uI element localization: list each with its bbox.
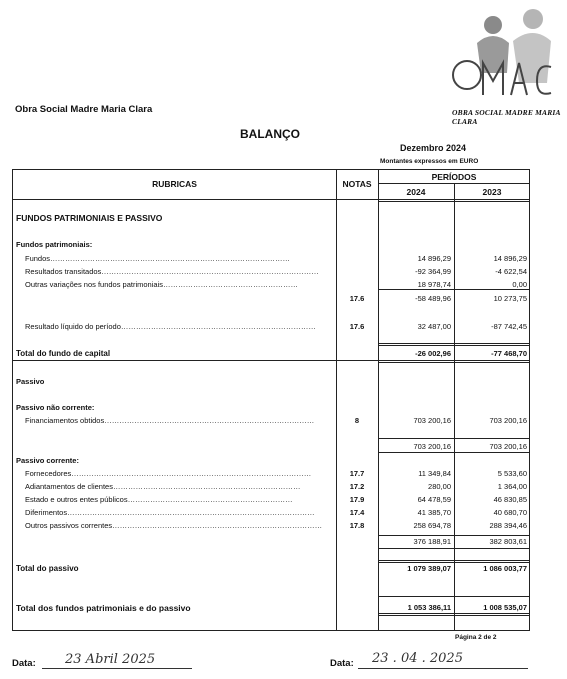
pnc-note: 8	[354, 416, 360, 425]
page-number: Página 2 de 2	[455, 634, 497, 641]
pc-row-value-2024: 258 694,78	[413, 521, 451, 530]
total-capital-2023: -77 468,70	[491, 349, 527, 358]
fp-subtotal-note: 17.6	[349, 294, 365, 303]
fp-row-value-2023: 14 896,29	[493, 254, 527, 263]
date-label-left: Data:	[12, 658, 36, 669]
fp-heading: Fundos patrimoniais:	[16, 240, 93, 249]
pc-row-value-2023: 46 830,85	[493, 495, 527, 504]
total-geral-2024: 1 053 386,11	[407, 603, 451, 612]
document-title: BALANÇO	[240, 127, 300, 141]
pc-row-note: 17.9	[349, 495, 365, 504]
fp-row-value-2023: -4 622,54	[495, 267, 527, 276]
pc-row-note: 17.8	[349, 521, 365, 530]
pc-row-label: Outros passivos correntes…………………………………………………………………………	[25, 521, 323, 530]
total-capital-2024: -26 002,96	[415, 349, 451, 358]
logo-graphic	[447, 3, 565, 107]
pc-row-note: 17.4	[349, 508, 365, 517]
handwritten-date-right: 23 . 04 . 2025	[372, 651, 463, 666]
pc-row-label: Diferimentos………………………………………………………………………………………	[25, 508, 315, 517]
logo-caption: OBRA SOCIAL MADRE MARIA CLARA	[452, 108, 561, 126]
pc-row-label: Estado e outros entes públicos…………………………………………………………	[25, 495, 293, 504]
balance-table	[12, 169, 530, 631]
handwritten-date-left: 23 Abril 2025	[65, 652, 156, 667]
pc-row-label: Adiantamentos de clientes…………………………………………………………………	[25, 482, 301, 491]
pnc-value-2024: 703 200,16	[413, 416, 451, 425]
header-periodos: PERÍODOS	[431, 172, 477, 182]
organization-name: Obra Social Madre Maria Clara	[15, 104, 153, 115]
fp-row-label: Resultados transitados……………………………………………………………………………	[25, 267, 319, 276]
currency-note: Montantes expressos em EURO	[380, 158, 479, 165]
total-passivo-label: Total do passivo	[16, 564, 79, 573]
pc-subtotal-2023: 382 803,61	[489, 537, 527, 546]
rl-note: 17.6	[349, 322, 365, 331]
rl-value-2024: 32 487,00	[417, 322, 451, 331]
header-year-2024: 2024	[406, 187, 426, 197]
pnc-value-2023: 703 200,16	[489, 416, 527, 425]
pc-row-value-2023: 5 533,60	[497, 469, 527, 478]
fp-row-value-2023: 0,00	[512, 280, 527, 289]
fp-subtotal-2023: 10 273,75	[493, 294, 527, 303]
pnc-heading: Passivo não corrente:	[16, 403, 95, 412]
pc-row-note: 17.7	[349, 469, 365, 478]
pnc-subtotal-2023: 703 200,16	[489, 442, 527, 451]
pnc-subtotal-2024: 703 200,16	[413, 442, 451, 451]
section-title: FUNDOS PATRIMONIAIS E PASSIVO	[16, 213, 163, 223]
pc-row-value-2024: 280,00	[428, 482, 451, 491]
passivo-heading: Passivo	[16, 377, 45, 386]
pc-row-value-2024: 11 349,84	[418, 469, 451, 478]
pc-row-value-2024: 41 385,70	[417, 508, 451, 517]
total-passivo-2024: 1 079 389,07	[407, 564, 451, 573]
total-capital-label: Total do fundo de capital	[16, 349, 111, 358]
logo	[447, 3, 565, 107]
rl-label: Resultado líquido do período……………………………………………………………………	[25, 322, 316, 331]
fp-row-value-2024: 18 978,74	[417, 280, 451, 289]
fp-row-value-2024: 14 896,29	[417, 254, 451, 263]
rl-value-2023: -87 742,45	[491, 322, 527, 331]
total-geral-2023: 1 008 535,07	[483, 603, 527, 612]
fp-row-label: Outras variações nos fundos patrimoniais………………………………………………	[25, 280, 298, 289]
fp-row-value-2024: -92 364,99	[415, 267, 451, 276]
pc-row-note: 17.2	[349, 482, 365, 491]
pc-subtotal-2024: 376 188,91	[413, 537, 451, 546]
signature-line-left	[42, 668, 192, 669]
fp-subtotal-2024: -58 489,96	[415, 294, 451, 303]
header-notas: NOTAS	[342, 179, 372, 189]
pc-row-label: Fornecedores……………………………………………………………………………………	[25, 469, 312, 478]
signature-line-right	[358, 668, 528, 669]
report-period: Dezembro 2024	[400, 143, 467, 153]
header-year-2023: 2023	[482, 187, 502, 197]
pc-row-value-2023: 1 364,00	[497, 482, 527, 491]
pc-heading: Passivo corrente:	[16, 456, 79, 465]
total-geral-label: Total dos fundos patrimoniais e do passivo	[16, 603, 191, 613]
header-rubricas: RUBRICAS	[152, 179, 197, 189]
pc-row-value-2023: 288 394,46	[489, 521, 527, 530]
fp-row-label: Fundos……………………………………………………………………………………	[25, 254, 291, 263]
total-passivo-2023: 1 086 003,77	[483, 564, 527, 573]
date-label-right: Data:	[330, 658, 354, 669]
pnc-label: Financiamentos obtidos…………………………………………………………………………	[25, 416, 315, 425]
pc-row-value-2023: 40 680,70	[493, 508, 527, 517]
pc-row-value-2024: 64 478,59	[417, 495, 451, 504]
